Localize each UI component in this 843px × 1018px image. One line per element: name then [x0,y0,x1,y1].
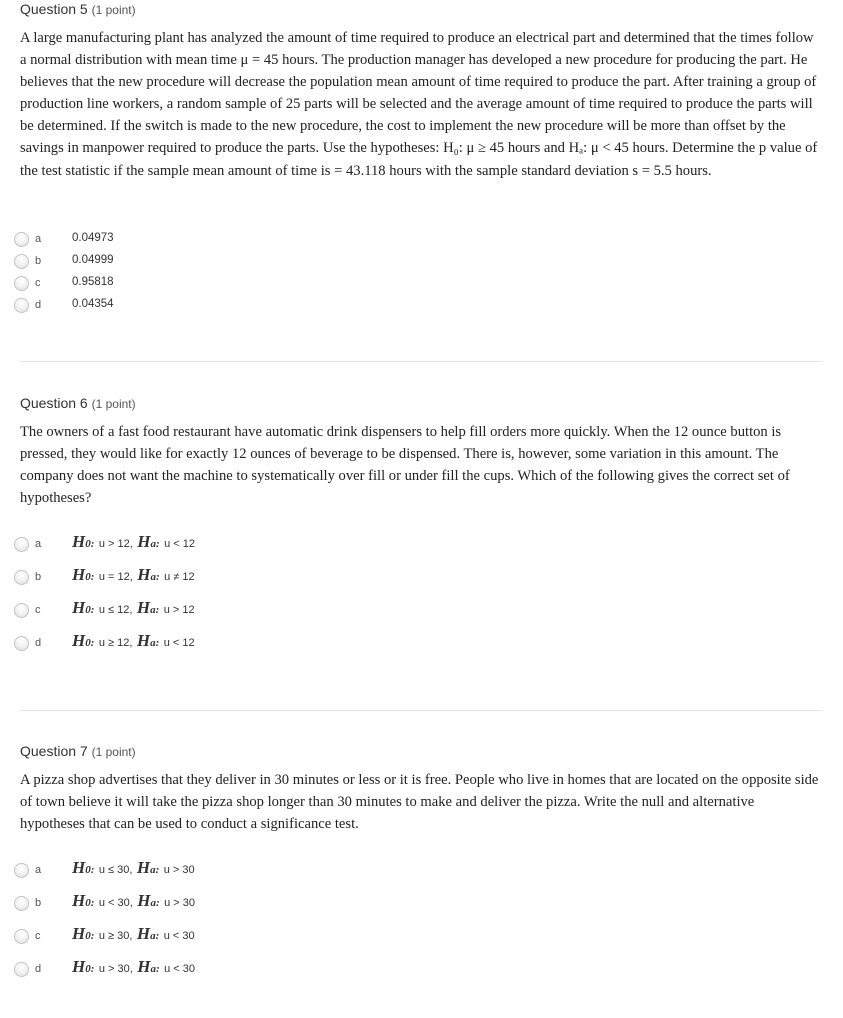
question-7 [20,742,822,835]
null-subscript: 0: [85,571,95,583]
h-symbol: H [137,891,151,910]
option-letter: a [35,864,42,876]
alt-subscript: a: [150,571,160,583]
question-number: Question 5 [20,1,88,17]
null-subscript: 0: [85,963,95,975]
question-number: Question 7 [20,743,88,759]
option-text: 0.04973 [72,232,114,244]
answer-option[interactable] [14,297,414,317]
hypothesis-text [72,957,195,977]
option-letter: b [35,255,42,267]
radio-button[interactable] [14,603,29,618]
h-symbol: H [72,598,86,617]
null-condition: u ≥ 30, [98,930,133,942]
answer-option[interactable] [14,532,414,556]
option-text: 0.04354 [72,298,114,310]
null-condition: u = 12, [98,571,133,583]
alt-subscript: a: [150,930,160,942]
question-title [20,742,822,760]
option-letter: a [35,538,42,550]
alt-subscript: a: [150,538,160,550]
option-letter: c [35,930,41,942]
answer-option[interactable] [14,275,414,295]
alt-condition: u < 30 [163,930,195,942]
answer-option[interactable] [14,565,414,589]
option-letter: b [35,897,42,909]
h-symbol: H [72,858,86,877]
question-6 [20,394,822,509]
option-letter: b [35,571,42,583]
answer-option[interactable] [14,253,414,273]
answer-option[interactable] [14,957,414,981]
radio-button[interactable] [14,863,29,878]
alt-subscript: a: [150,864,160,876]
null-condition: u ≤ 30, [98,864,133,876]
h-symbol: H [136,598,151,617]
hypothesis-text [72,891,195,911]
option-letter: c [35,277,41,289]
option-text: 0.95818 [72,276,114,288]
alt-condition: u > 30 [163,864,195,876]
question-title [20,0,822,18]
radio-button[interactable] [14,896,29,911]
alt-condition: u ≠ 12 [164,571,195,583]
question-text: A pizza shop advertises that they deliver in 30 minutes or less or it is free. People who live in homes that are located on the opposite side of town believe it will take the pizza shop longer than 30 minutes to make and deliver the pizza. Write the null and alternative hypotheses that can be used to conduct a significance test. [20,772,819,833]
option-letter: a [35,233,42,245]
question-points: (1 point) [91,397,136,411]
h-symbol: H [137,532,151,551]
option-text: 0.04999 [72,254,114,266]
h-symbol: H [72,532,86,551]
h-symbol: H [137,565,151,584]
option-letter: d [35,299,42,311]
section-divider [20,361,822,362]
null-condition: u > 30, [98,963,133,975]
alt-subscript: a: [150,897,160,909]
radio-button[interactable] [14,962,29,977]
question-points: (1 point) [91,745,136,759]
question-points: (1 point) [91,3,136,17]
null-condition: u > 12, [98,538,133,550]
question-text: The owners of a fast food restaurant have automatic drink dispensers to help fill orders more quickly. When the 12 ounce button is pressed, they would like for exactly 12 ounces of beverage to be dispensed. There is, however, some variation in this amount. The company does not want the machine to systematically over fill or under fill the cups. Which of the following gives the correct set of hypotheses? [20,424,790,507]
null-condition: u < 30, [98,897,133,909]
answer-option[interactable] [14,231,414,251]
alt-subscript: a: [150,637,160,649]
h-symbol: H [72,631,86,650]
null-subscript: 0: [85,897,95,909]
section-divider [20,710,822,711]
alt-subscript: a: [150,604,160,616]
radio-button[interactable] [14,570,29,585]
question-number: Question 6 [20,395,88,411]
option-letter: c [35,604,41,616]
h-symbol: H [136,924,151,943]
h-symbol: H [136,858,151,877]
answer-option[interactable] [14,891,414,915]
option-letter: d [35,637,42,649]
answer-option[interactable] [14,598,414,622]
hypothesis-text [72,858,195,878]
radio-button[interactable] [14,636,29,651]
radio-button[interactable] [14,254,29,269]
null-subscript: 0: [85,637,95,649]
radio-button[interactable] [14,276,29,291]
alt-condition: u < 12 [164,538,196,550]
radio-button[interactable] [14,537,29,552]
option-letter: d [35,963,42,975]
radio-button[interactable] [14,298,29,313]
null-condition: u ≥ 12, [98,637,133,649]
null-subscript: 0: [85,604,95,616]
radio-button[interactable] [14,232,29,247]
alt-subscript: a: [150,963,160,975]
h-symbol: H [72,891,86,910]
alt-condition: u < 12 [163,637,195,649]
answer-option[interactable] [14,631,414,655]
h-symbol: H [136,631,151,650]
hypothesis-text [72,598,195,618]
alt-condition: u < 30 [164,963,196,975]
h-symbol: H [72,565,86,584]
hypothesis-text [72,532,195,552]
question-5 [20,0,822,182]
radio-button[interactable] [14,929,29,944]
answer-option[interactable] [14,924,414,948]
question-title [20,394,822,412]
alt-condition: u > 30 [164,897,196,909]
null-condition: u ≤ 12, [98,604,133,616]
question-text: A large manufacturing plant has analyzed the amount of time required to produce an electrical part and determined that the times follow a normal distribution with mean time μ = 45 hours. The production manager has developed a new procedure for producing the part. He believes that the new procedure will decrease the population mean amount of time required to produce the part. After training a group of production line workers, a random sample of 25 parts will be selected and the average amount of time required to produce the parts will be determined. If the switch is made to the new procedure, the cost to implement the new procedure will be more than offset by the savings in manpower required to produce the parts. Use the hypotheses: H₀: μ ≥ 45 hours and Hₐ: μ < 45 hours. Determine the p value of the test statistic if the sample mean amount of time is = 43.118 hours with the sample standard deviation s = 5.5 hours. [20,30,818,179]
hypothesis-text [72,924,195,944]
null-subscript: 0: [85,930,95,942]
null-subscript: 0: [85,864,95,876]
alt-condition: u > 12 [163,604,195,616]
h-symbol: H [137,957,151,976]
h-symbol: H [72,924,86,943]
hypothesis-text [72,565,195,585]
h-symbol: H [72,957,86,976]
hypothesis-text [72,631,195,651]
answer-option[interactable] [14,858,414,882]
null-subscript: 0: [85,538,95,550]
